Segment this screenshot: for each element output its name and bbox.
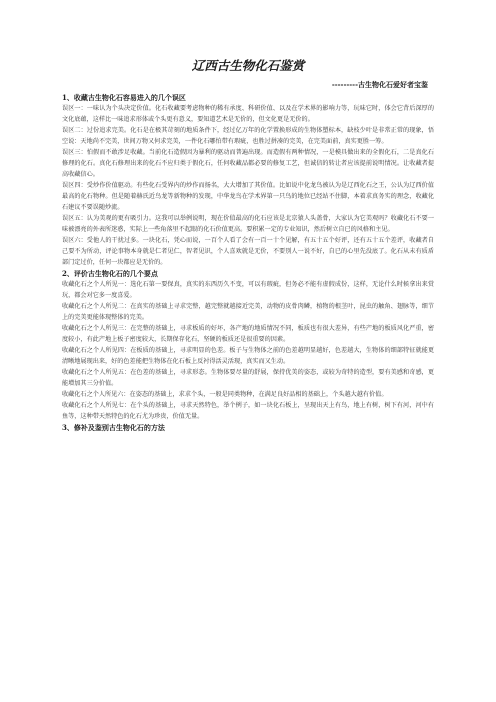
paragraph: 收藏化石之个人所见六：在姿态的基础上，求求个头，一般是同类物种，在满足良好品相的基础上，个头越大越有价值。 xyxy=(62,391,388,398)
section-1 xyxy=(62,92,434,268)
paragraph: 收藏化石之个人所见三：在完整的基础上，寻求板质的好坏，各产地的地质情况不同，板质也有很大差异，有些产地的板质风化严重，密度较小，有此产地上板子密度较大，长期保存化石，坚硬的板质还是很重要的因素。 xyxy=(62,325,434,343)
paragraph: 误区三：怕假而不敢涉足收藏。当前化石造假因为暴利的驱动而普遍出现。而造假有两种情况，一是模具做出来的全假化石，二是真化石修理的化石。真化石修理出来的化石不应归类于假化石，任何收藏品都必要的修复工艺，但诚信的转让者应该提前说明情况。让收藏者提高收藏信心。 xyxy=(62,149,434,178)
paragraph: 误区一：一味认为个头决定价值。化石收藏要考虑物种的稀有承度、科研价值、以及在学术界的影响力等，玩味它时，体会它背后深厚的文化底蕴，这样比一味追求形体或个头更有意义，要知道艺术是无价的，但文化更是无价的。 xyxy=(62,105,434,123)
paragraph: 收藏化石之个人所见七：在个头的基础上，寻求天然特色，举个例子，如一块化石板上，呈现出天上有鸟，地上有树，树下有河，河中有鱼等，这种带天然特色的化石尤为珍贵，价值无量。 xyxy=(62,402,434,420)
section-heading: 3、修补及鉴别古生物化石的方法 xyxy=(62,423,165,432)
section-heading: 1、收藏古生物化石容易进入的几个误区 xyxy=(62,93,186,102)
paragraph: 误区五：认为美观的更有吸引力。这我可以举例说明，现在价值最高的化石应该是北京猿人头盖骨，大家认为它美观吗？收藏化石不要一味被漂亮的外表所迷惑，实际上一些角落里不起眼的化石价值更高。要积累一定的专业知识，然后树立自已的风格和主见。 xyxy=(62,215,434,233)
paragraph: 收藏化石之个人所见二：在真实的基础上寻求完整，越完整就越接近完美，动物的皮骨肉鳞，植物的根茎叶，昆虫的触角、翅脉等，细节上的完美更能体现整体的完美。 xyxy=(62,303,434,321)
section-3 xyxy=(62,422,434,433)
document-title: 辽西古生物化石鉴赏 xyxy=(191,58,305,73)
section-2 xyxy=(62,268,434,422)
document-page xyxy=(62,58,434,433)
section-heading: 2、评价古生物化石的几个要点 xyxy=(62,269,158,278)
paragraph: 误区六：受他人的干扰过多。一块化石，凭心而说，一百个人看了会有一百一十个见解，有五十五个好评，还有五十五个差评，收藏者自己要不为所动，评论事物本身就是仁者见仁，智者见识，个人喜欢就是无价，不要别人一说不好，自已的心里先没底了。化石从未有质盾部门定过价，任何一块都应是无价的。 xyxy=(62,237,434,266)
paragraph: 误区二：过份追求完美。化石是在极其苛刻的地质条件下，经过亿万年的化学置换形成的生物体塑标本，缺枝少叶是非常正常的现象，悟空说：天地尚不完美，世间万物又何求完美，一件化石哪怕带有瑕疵，也胜过拼凑的完美，在完美面前，真实更胜一筹。 xyxy=(62,127,434,145)
paragraph: 收藏化石之个人所见一：选化石第一要保真，真实的东西历久不变，可以有瑕疵，但务必不能有虚假成份，这样，无论什么时候拿出来赏玩，都会对它多一度喜爱。 xyxy=(62,281,434,299)
document-byline: ---------古生物化石爱好者宝鉴 xyxy=(331,80,428,89)
paragraph: 误区四：受炒作价值驱动。有些化石受界内的炒作而扬名，大大增加了其价值。比如说中化龙鸟被认为是辽西化石之王，公认为辽西价值最高的化石物种。但是随着赫氏近鸟龙等新物种的发现，中华龙鸟在学术界第一只鸟的地位已经站不住脚，本着求真务实的理念，收藏化石建议不要误随炒流。 xyxy=(62,182,434,211)
paragraph: 收藏化石之个人所见五：在色差的基础上，寻求形态。生物体要尽量的舒展，保持优美的姿态，或较为奇特的造型，要有美感和奇感，更能增加其三分价值。 xyxy=(62,369,434,387)
paragraph: 收藏化石之个人所见四：在板质的基础上，寻求明显的色差。板子与生物体之前的色差越明显越好，色差越大，生物体的细部特征就能更清晰地展现出来，好的色差能把生物体在化石板上反衬得活灵活现，真实而又生动。 xyxy=(62,347,434,365)
